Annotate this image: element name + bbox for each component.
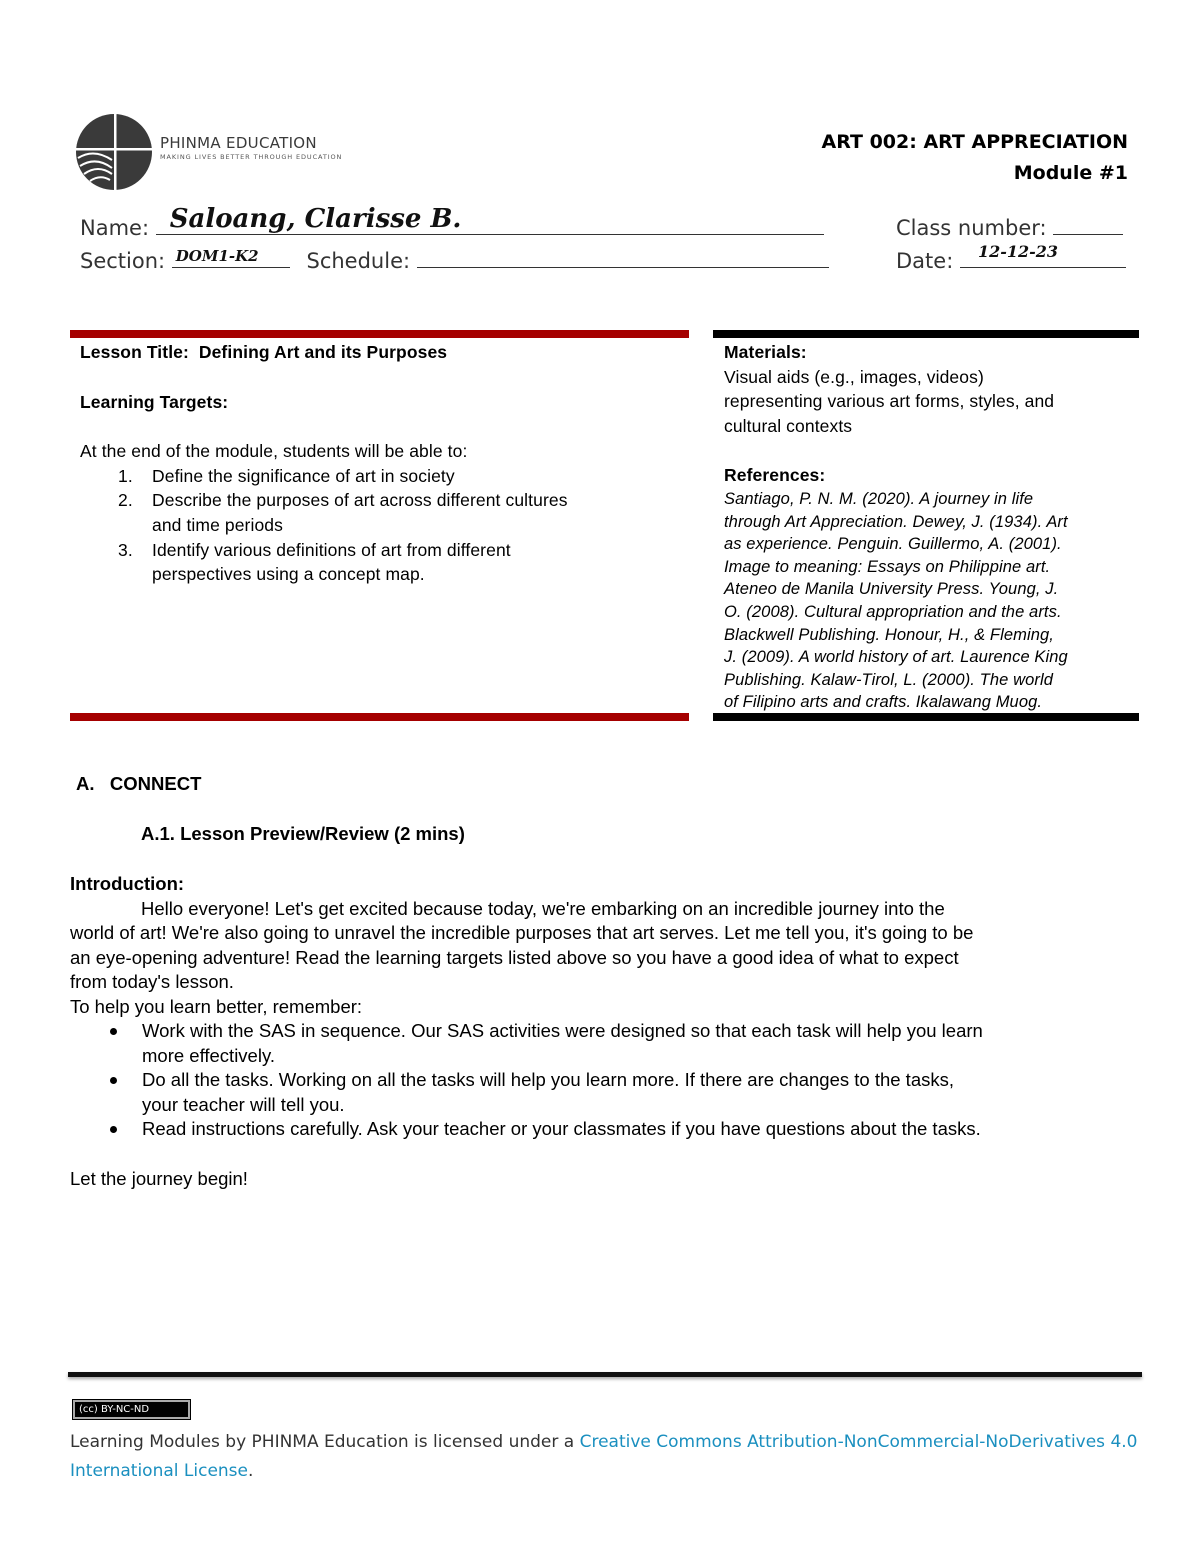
list-item: Work with the SAS in sequence. Our SAS activities were designed so that each task will help you learn more effectively. xyxy=(70,1019,1145,1068)
name-label: Name: xyxy=(80,216,150,240)
name-handwriting: Saloang, Clarisse B. xyxy=(169,204,462,234)
materials-line: representing various art forms, styles, and xyxy=(724,391,1055,412)
class-number-label: Class number: xyxy=(896,216,1047,240)
lesson-title-label: Lesson Title: xyxy=(80,342,189,362)
schedule-field[interactable] xyxy=(417,247,829,268)
target-item: 2. Describe the purposes of art across different cultures and time periods xyxy=(118,490,568,535)
license-link[interactable]: Creative Commons Attribution-NonCommercial-NoDerivatives 4.0 xyxy=(579,1432,1138,1452)
introduction-label: Introduction: xyxy=(70,873,185,894)
license-prefix: Learning Modules by PHINMA Education is licensed under a xyxy=(70,1432,580,1452)
materials-heading: Materials: xyxy=(724,342,807,362)
learning-targets-intro: At the end of the module, students will be able to: xyxy=(80,441,468,462)
lesson-preview-heading: A.1. Lesson Preview/Review (2 mins) xyxy=(141,823,465,844)
schedule-label: Schedule: xyxy=(306,249,411,273)
bullet-icon xyxy=(110,1077,117,1084)
lesson-top-bar xyxy=(70,330,689,338)
license-text xyxy=(70,1428,1140,1486)
class-number-row xyxy=(896,214,1123,240)
footer-divider xyxy=(68,1372,1142,1377)
list-item: Read instructions carefully. Ask your teacher or your classmates if you have questions about the tasks. xyxy=(70,1117,1145,1142)
cc-license-badge[interactable] xyxy=(72,1399,191,1420)
lesson-title-text: Defining Art and its Purposes xyxy=(198,342,448,362)
learning-targets-heading: Learning Targets: xyxy=(80,391,229,412)
name-row xyxy=(80,204,824,240)
introduction-block xyxy=(70,872,1145,1191)
intro-line: world of art! We're also going to unravel the incredible purposes that art serves. Let me tell you, it's going to be xyxy=(70,922,974,943)
phinma-globe-icon xyxy=(74,112,154,192)
references-heading: References: xyxy=(724,465,826,486)
section-a-title: CONNECT xyxy=(109,773,202,794)
logo-name: PHINMA EDUCATION xyxy=(160,134,317,152)
section-handwriting: DOM1-K2 xyxy=(175,247,259,265)
bullet-icon xyxy=(110,1126,117,1133)
materials-panel xyxy=(724,340,1144,714)
class-number-field[interactable] xyxy=(1053,214,1123,235)
date-handwriting: 12-12-23 xyxy=(977,242,1059,261)
lesson-panel xyxy=(80,340,680,587)
date-label: Date: xyxy=(896,249,954,273)
phinma-logo xyxy=(74,112,334,192)
date-row xyxy=(896,242,1126,273)
lesson-title xyxy=(80,340,680,365)
logo-tagline: MAKING LIVES BETTER THROUGH EDUCATION xyxy=(160,153,343,161)
intro-line: Hello everyone! Let's get excited because today, we're embarking on an incredible journey into the xyxy=(141,897,945,919)
intro-line: an eye-opening adventure! Read the learning targets listed above so you have a good idea of what to expect xyxy=(70,946,959,968)
materials-line: Visual aids (e.g., images, videos) xyxy=(724,366,984,387)
materials-bottom-bar xyxy=(713,713,1139,721)
closing-line: Let the journey begin! xyxy=(70,1167,248,1189)
tips-list xyxy=(70,1019,1145,1142)
learning-targets-list xyxy=(80,464,680,587)
date-field[interactable] xyxy=(960,242,1126,268)
bullet-icon xyxy=(110,1028,117,1035)
course-title: ART 002: ART APPRECIATION xyxy=(821,131,1128,153)
section-row xyxy=(80,247,829,273)
cc-badge-text: (cc) BY-NC-ND xyxy=(75,1402,188,1417)
materials-top-bar xyxy=(713,330,1139,338)
section-a-letter: A. xyxy=(76,773,95,794)
target-item: 3. Identify various definitions of art from different perspectives using a concept map. xyxy=(118,539,511,585)
license-link-continued[interactable]: International License xyxy=(70,1461,248,1481)
section-label: Section: xyxy=(80,249,166,273)
module-number: Module #1 xyxy=(1013,162,1128,184)
remember-line: To help you learn better, remember: xyxy=(70,995,363,1017)
name-field[interactable] xyxy=(156,204,824,235)
lesson-bottom-bar xyxy=(70,713,689,721)
list-item: Do all the tasks. Working on all the tasks will help you learn more. If there are changes to the tasks, your teacher will tell you. xyxy=(70,1068,1145,1117)
target-item: 1. Define the significance of art in society xyxy=(118,465,455,486)
license-suffix: . xyxy=(248,1461,254,1481)
materials-line: cultural contexts xyxy=(724,415,853,436)
section-a-heading xyxy=(76,772,201,797)
references-text: Santiago, P. N. M. (2020). A journey in life through Art Appreciation. Dewey, J. (1934). Art as experience. Penguin. Guillermo, A. (2001). Image to meaning: Essays on Philippine art. Ateneo de Manila University Press. Young, J. O. (2008). Cultural appropriation and the arts. Blackwell Publishing. Honour, H., & Fleming, J. (2009). A world history of art. Laurence King Publishing. Kalaw-Tirol, L. (2000). The world of Filipino arts and crafts. Ikalawang Muog. xyxy=(724,489,1068,712)
intro-line: from today's lesson. xyxy=(70,971,234,992)
section-field[interactable] xyxy=(172,247,290,268)
